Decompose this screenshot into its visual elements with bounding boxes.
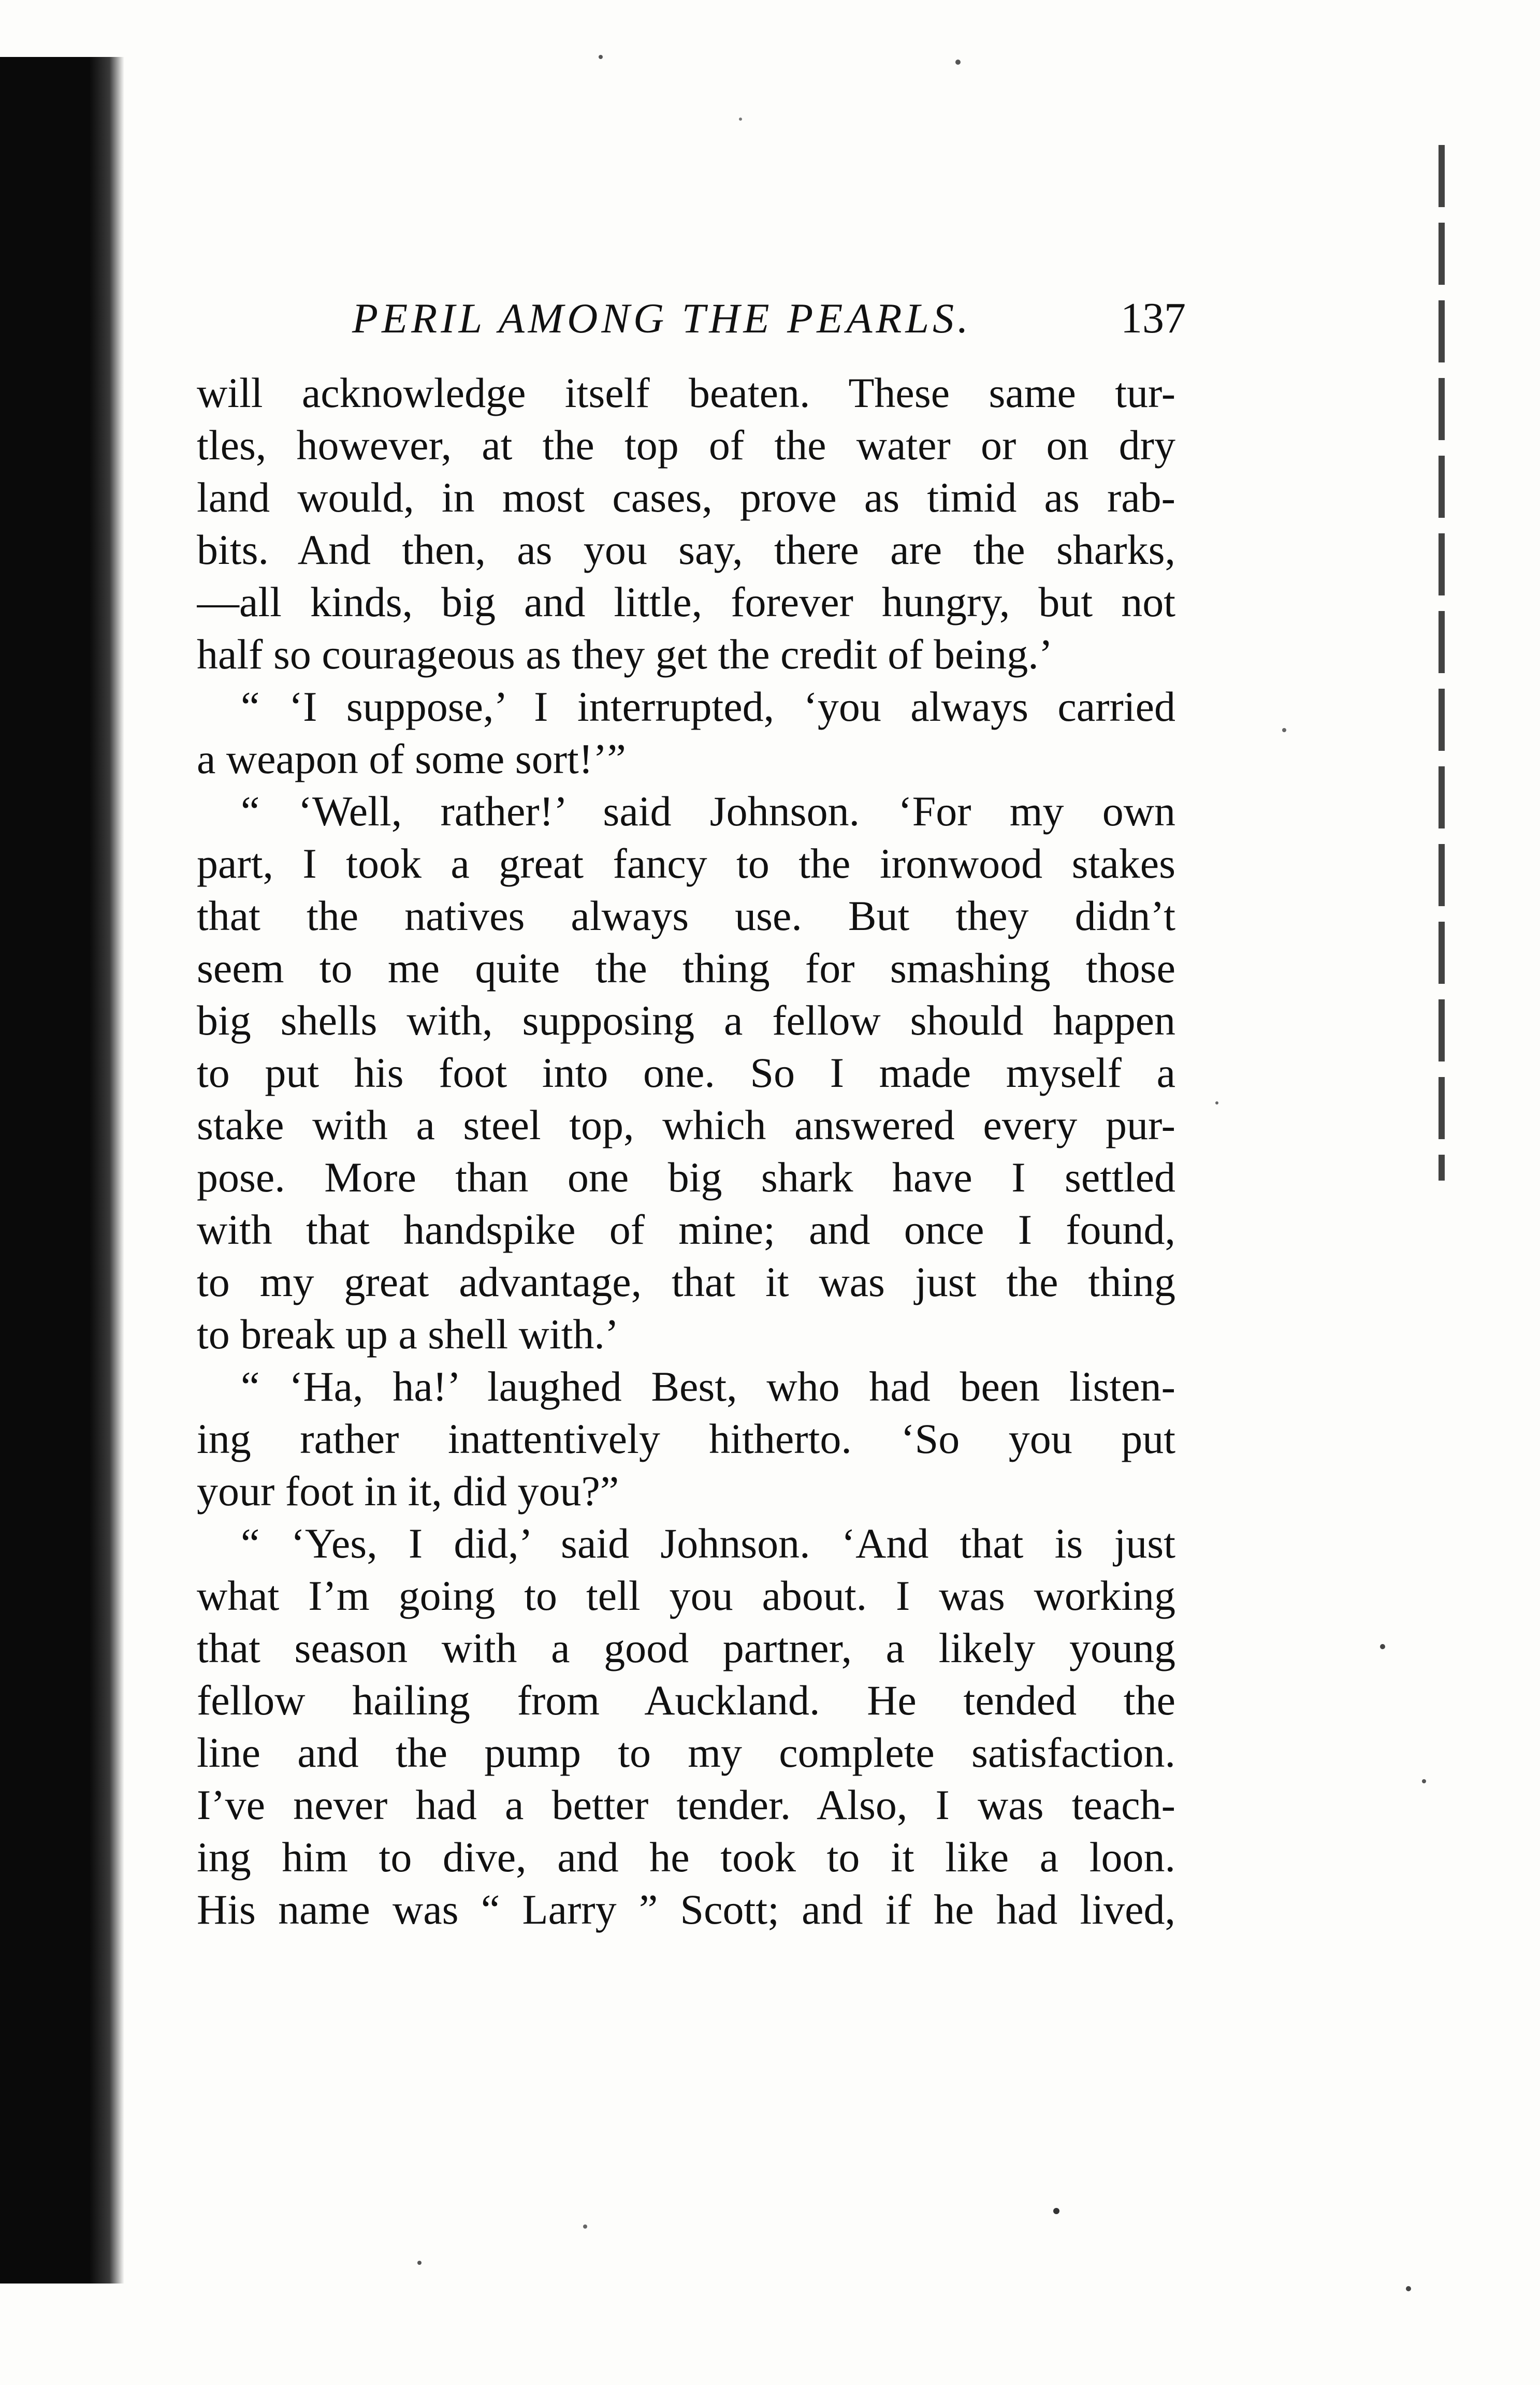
text-line: that the natives always use. But they didn’t <box>197 892 1175 939</box>
text-line: tles, however, at the top of the water or on dry <box>197 421 1175 469</box>
text-line: to my great advantage, that it was just the thing <box>197 1258 1175 1305</box>
text-line: land would, in most cases, prove as timid as rab- <box>197 474 1175 521</box>
text-line: big shells with, supposing a fellow should happen <box>197 997 1175 1044</box>
text-line: half so courageous as they get the credit of being.’ <box>197 631 1053 678</box>
text-line: “ ‘Ha, ha!’ laughed Best, who had been listen- <box>241 1363 1175 1410</box>
text-line: what I’m going to tell you about. I was working <box>197 1572 1175 1619</box>
running-head: PERIL AMONG THE PEARLS. <box>352 295 972 342</box>
text-line: His name was “ Larry ” Scott; and if he had lived, <box>197 1886 1175 1933</box>
text-line: I’ve never had a better tender. Also, I was teach- <box>197 1781 1175 1828</box>
text-line: to break up a shell with.’ <box>197 1311 619 1358</box>
text-line: line and the pump to my complete satisfaction. <box>197 1729 1175 1776</box>
text-line: “ ‘I suppose,’ I interrupted, ‘you always carried <box>241 683 1175 730</box>
text-line: “ ‘Yes, I did,’ said Johnson. ‘And that is just <box>241 1520 1175 1567</box>
text-line: pose. More than one big shark have I settled <box>197 1154 1175 1201</box>
text-line: ing him to dive, and he took to it like a loon. <box>197 1834 1175 1881</box>
page-number: 137 <box>1121 294 1186 342</box>
text-line: ing rather inattentively hitherto. ‘So you put <box>197 1415 1175 1462</box>
text-line: that season with a good partner, a likely young <box>197 1624 1175 1671</box>
text-line: bits. And then, as you say, there are the sharks, <box>197 526 1175 573</box>
text-line: part, I took a great fancy to the ironwood stakes <box>197 840 1175 887</box>
text-line: to put his foot into one. So I made myself a <box>197 1049 1175 1096</box>
text-line: stake with a steel top, which answered every pur- <box>197 1101 1175 1148</box>
text-line: a weapon of some sort!’” <box>197 735 626 782</box>
text-line: —all kinds, big and little, forever hungry, but not <box>197 578 1175 626</box>
text-line: with that handspike of mine; and once I found, <box>197 1206 1175 1253</box>
text-line: “ ‘Well, rather!’ said Johnson. ‘For my own <box>241 788 1175 835</box>
text-line: seem to me quite the thing for smashing those <box>197 944 1175 992</box>
text-line: will acknowledge itself beaten. These same tur- <box>197 369 1175 416</box>
text-line: fellow hailing from Auckland. He tended the <box>197 1677 1175 1724</box>
text-line: your foot in it, did you?” <box>197 1467 619 1515</box>
